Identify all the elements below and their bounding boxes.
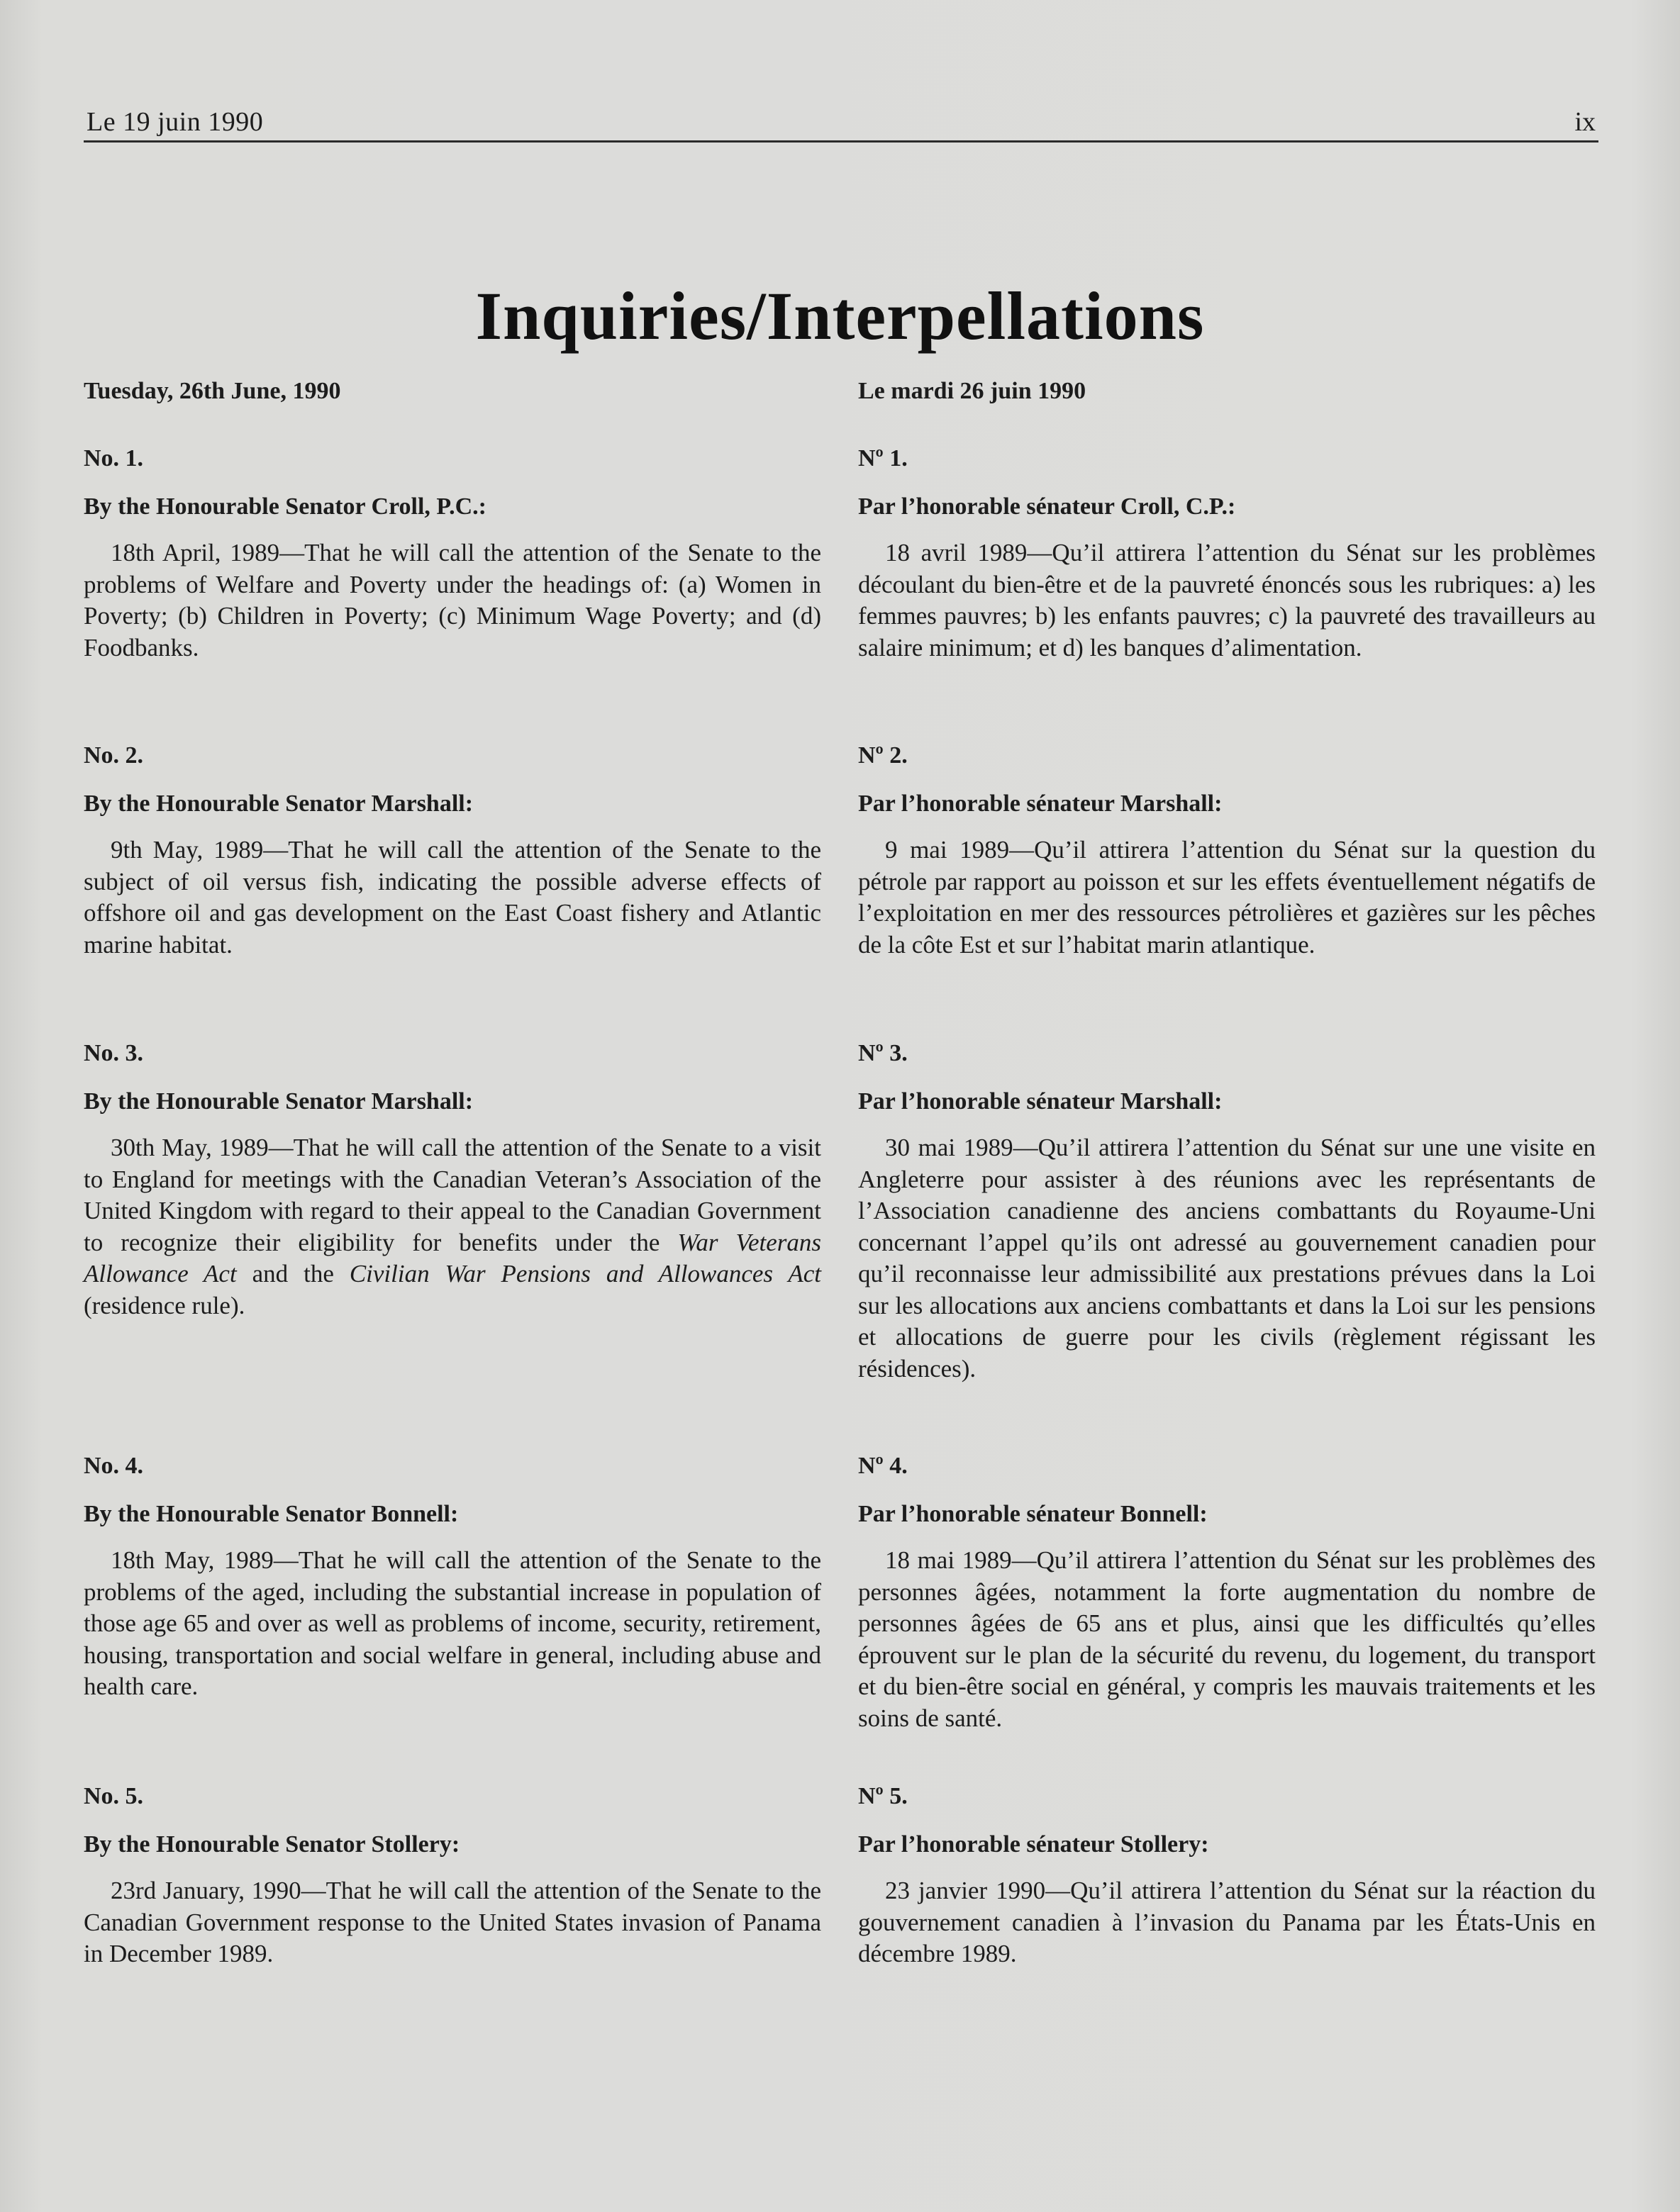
- page-title: Inquiries/Interpellations: [475, 278, 1205, 354]
- inquiry-sponsor: Par l’honorable sénateur Stollery:: [858, 1831, 1209, 1858]
- inquiry-number: Nº 4.: [858, 1453, 908, 1479]
- inquiry-en-4: [84, 1450, 821, 1703]
- inquiry-text: 18th May, 1989—That he will call the attention of the Senate to the problems of the aged, including the substantial increase in population of those age 65 and over as well as problems of income, security, retirement, housing, transportation and social welfare in general, including abuse and health care.: [84, 1546, 821, 1700]
- inquiry-fr-1: [858, 442, 1596, 664]
- running-head: [84, 106, 1598, 143]
- inquiry-sponsor: By the Honourable Senator Stollery:: [84, 1831, 460, 1858]
- inquiry-en-3: [84, 1037, 821, 1322]
- inquiry-fr-5: [858, 1780, 1596, 1970]
- inquiry-text-part: 30th May, 1989—That he will call the attention of the Senate to a visit to England for meetings with the Canadian Veteran’s Association of the United Kingdom with regard to their appeal to the Canadian Government to recognize their eligibility for benefits under the: [84, 1134, 821, 1256]
- inquiry-sponsor: By the Honourable Senator Marshall:: [84, 1088, 474, 1115]
- inquiry-number: Nº 3.: [858, 1040, 908, 1066]
- inquiry-sponsor: By the Honourable Senator Bonnell:: [84, 1501, 459, 1527]
- sitting-date-fr: Le mardi 26 juin 1990: [858, 378, 1086, 404]
- inquiry-text: 23 janvier 1990—Qu’il attirera l’attention du Sénat sur la réaction du gouvernement canadien à l’invasion du Panama par les États-Unis en décembre 1989.: [858, 1877, 1596, 1967]
- act-title: War Veterans Allowance Act: [84, 1228, 821, 1287]
- inquiry-fr-2: [858, 739, 1596, 961]
- running-head-date: Le 19 juin 1990: [87, 107, 264, 137]
- act-title: Civilian War Pensions and Allowances Act: [349, 1260, 821, 1287]
- inquiry-text-part: and the: [236, 1260, 350, 1287]
- inquiry-sponsor: By the Honourable Senator Croll, P.C.:: [84, 493, 486, 520]
- inquiry-sponsor: Par l’honorable sénateur Bonnell:: [858, 1501, 1208, 1527]
- inquiry-text: 30 mai 1989—Qu’il attirera l’attention du Sénat sur une une visite en Angleterre pour assister à des réunions avec les représentants de l’Association canadienne des anciens combattants du Royaume-Uni concernant l’appel qu’ils ont adressé au gouvernement canadien pour qu’il reconnaisse leur admissibilité aux prestations prévues dans la Loi sur les allocations aux anciens combattants et dans la Loi sur les pensions et allocations de guerre pour les civils (règlement régissant les résidences).: [858, 1134, 1596, 1382]
- inquiry-en-2: [84, 739, 821, 961]
- inquiry-text-part: (residence rule).: [84, 1291, 245, 1319]
- inquiry-number: No. 3.: [84, 1040, 144, 1066]
- inquiry-number: Nº 5.: [858, 1783, 908, 1809]
- inquiry-en-5: [84, 1780, 821, 1970]
- sitting-date-en: Tuesday, 26th June, 1990: [84, 378, 341, 404]
- inquiry-number: No. 1.: [84, 445, 144, 471]
- inquiry-sponsor: By the Honourable Senator Marshall:: [84, 791, 474, 817]
- inquiry-en-1: [84, 442, 821, 664]
- inquiry-fr-3: [858, 1037, 1596, 1385]
- inquiry-text: 18 mai 1989—Qu’il attirera l’attention du Sénat sur les problèmes des personnes âgées, notamment la forte augmentation du nombre de personnes âgées de 65 ans et plus, ainsi que les difficultés qu’elles éprouvent sur le plan de la sécurité du revenu, du logement, du transport et du bien-être social en général, y compris les mauvais traitements et les soins de santé.: [858, 1546, 1596, 1732]
- inquiry-sponsor: Par l’honorable sénateur Marshall:: [858, 1088, 1223, 1115]
- english-column: [84, 374, 821, 1967]
- inquiry-text: 9 mai 1989—Qu’il attirera l’attention du Sénat sur la question du pétrole par rapport au poisson et sur les effets éventuellement négatifs de l’exploitation en mer des ressources pétrolières et gazières sur les pêches de la côte Est et sur l’habitat marin atlantique.: [858, 836, 1596, 959]
- inquiry-number: Nº 2.: [858, 742, 908, 769]
- french-column: [858, 374, 1596, 1967]
- inquiry-fr-4: [858, 1450, 1596, 1734]
- inquiry-text: 23rd January, 1990—That he will call the attention of the Senate to the Canadian Government response to the United States invasion of Panama in December 1989.: [84, 1877, 821, 1967]
- inquiry-text: 9th May, 1989—That he will call the attention of the Senate to the subject of oil versus fish, indicating the possible adverse effects of offshore oil and gas development on the East Coast fishery and Atlantic marine habitat.: [84, 836, 821, 959]
- inquiry-text: [84, 1132, 821, 1322]
- inquiry-sponsor: Par l’honorable sénateur Croll, C.P.:: [858, 493, 1236, 520]
- inquiry-number: No. 2.: [84, 742, 144, 769]
- inquiry-text: 18th April, 1989—That he will call the attention of the Senate to the problems of Welfare and Poverty under the headings of: (a) Women in Poverty; (b) Children in Poverty; (c) Minimum Wage Poverty; and (d) Foodbanks.: [84, 539, 821, 661]
- page-folio: ix: [1574, 107, 1596, 137]
- inquiry-sponsor: Par l’honorable sénateur Marshall:: [858, 791, 1223, 817]
- inquiry-number: Nº 1.: [858, 445, 908, 471]
- inquiry-number: No. 4.: [84, 1453, 144, 1479]
- inquiry-text: 18 avril 1989—Qu’il attirera l’attention du Sénat sur les problèmes découlant du bien-être et de la pauvreté énoncés sous les rubriques: a) les femmes pauvres; b) les enfants pauvres; c) la pauvreté des travailleurs au salaire minimum; et d) les banques d’alimentation.: [858, 539, 1596, 661]
- inquiry-number: No. 5.: [84, 1783, 144, 1809]
